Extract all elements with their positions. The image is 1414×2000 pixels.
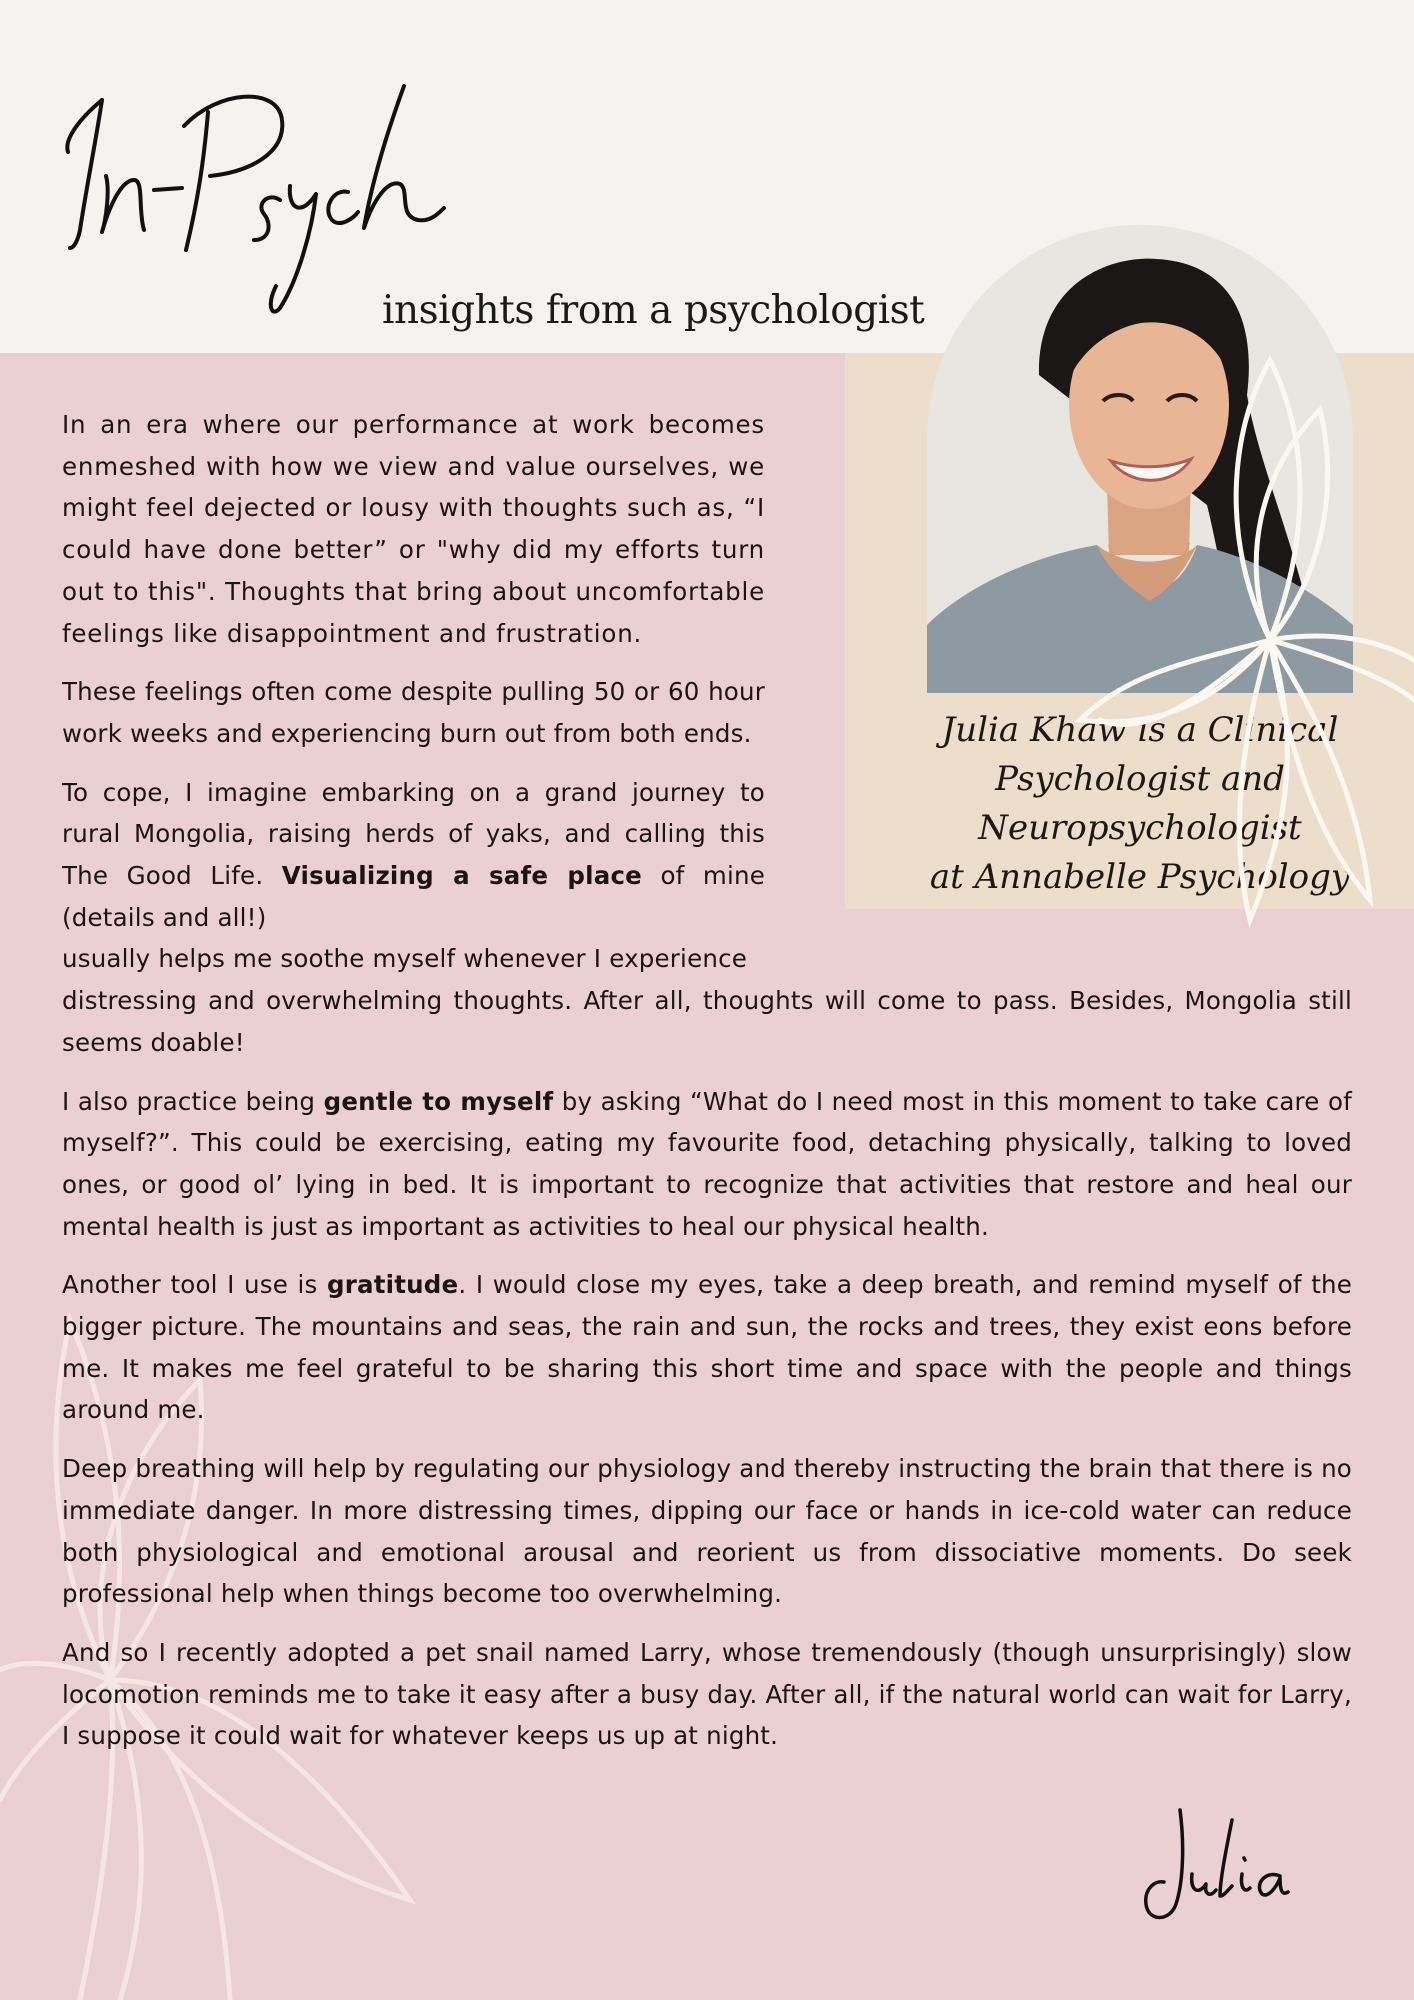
brand-logo <box>58 80 478 320</box>
paragraph-text: . I would close my eyes, take a deep breath, and remind myself of the bigger picture. The mountains and seas, the rain and sun, the rocks and trees, they exist eons before me. It makes me feel grateful to be sharing this short time and space with the people and things around me. <box>62 1270 1353 1425</box>
article-paragraph: These feelings often come despite pulling 50 or 60 hour work weeks and experiencing burn out from both ends. <box>62 677 765 748</box>
article-paragraph <box>62 1081 1352 1248</box>
caption-line: Psychologist and <box>995 759 1285 799</box>
paragraph-text: Another tool I use is <box>62 1270 318 1300</box>
article-paragraph <box>62 1264 1352 1431</box>
caption-line: at Annabelle Psychology <box>929 857 1351 897</box>
highlight-text: Visualizing a safe place <box>281 861 642 891</box>
article-paragraph <box>62 772 765 981</box>
paragraph-text: by asking “What do I need most in this moment to take care of myself?”. This could be exercising, eating my favourite food, detaching physically, talking to loved ones, or good ol’ lying in bed. It is important to recognize that activities that restore and heal our mental health is just as important as activities to heal our physical health. <box>62 1086 1352 1241</box>
signature <box>1140 1800 1290 1930</box>
paragraph-text: usually helps me soothe myself whenever I experience <box>62 944 748 974</box>
tagline: insights from a psychologist <box>382 288 925 333</box>
paragraph-text: To cope, I imagine embarking on a grand journey to rural Mongolia, raising herds of yaks, and calling this The Good Life. <box>62 777 765 891</box>
article-paragraph: And so I recently adopted a pet snail named Larry, whose tremendously (though unsurprisingly) slow locomotion reminds me to take it easy after a busy day. After all, if the natural world can wait for Larry, I suppose it could wait for whatever keeps us up at night. <box>62 1637 1352 1751</box>
article-paragraph: distressing and overwhelming thoughts. After all, thoughts will come to pass. Besides, Mongolia still seems doable! <box>62 986 1352 1057</box>
caption-line: Neuropsychologist <box>978 808 1302 848</box>
paragraph-text: of mine (details and all!) <box>62 861 765 932</box>
article-paragraph: Deep breathing will help by regulating our physiology and thereby instructing the brain that there is no immediate danger. In more distressing times, dipping our face or hands in ice-cold water can reduce both physiological and emotional arousal and reorient us from dissociative moments. Do seek professional help when things become too overwhelming. <box>62 1454 1352 1609</box>
caption-line: Julia Khaw is a Clinical <box>941 710 1339 750</box>
highlight-text: gentle to myself <box>323 1086 554 1116</box>
article-body <box>62 404 1352 1774</box>
paragraph-text: I also practice being <box>62 1086 316 1116</box>
article-paragraph: In an era where our performance at work becomes enmeshed with how we view and value ourselves, we might feel dejected or lousy with thoughts such as, “I could have done better” or "why did my efforts turn out to this". Thoughts that bring about uncomfortable feelings like disappointment and frustration. <box>62 410 765 648</box>
highlight-text: gratitude <box>326 1270 459 1300</box>
